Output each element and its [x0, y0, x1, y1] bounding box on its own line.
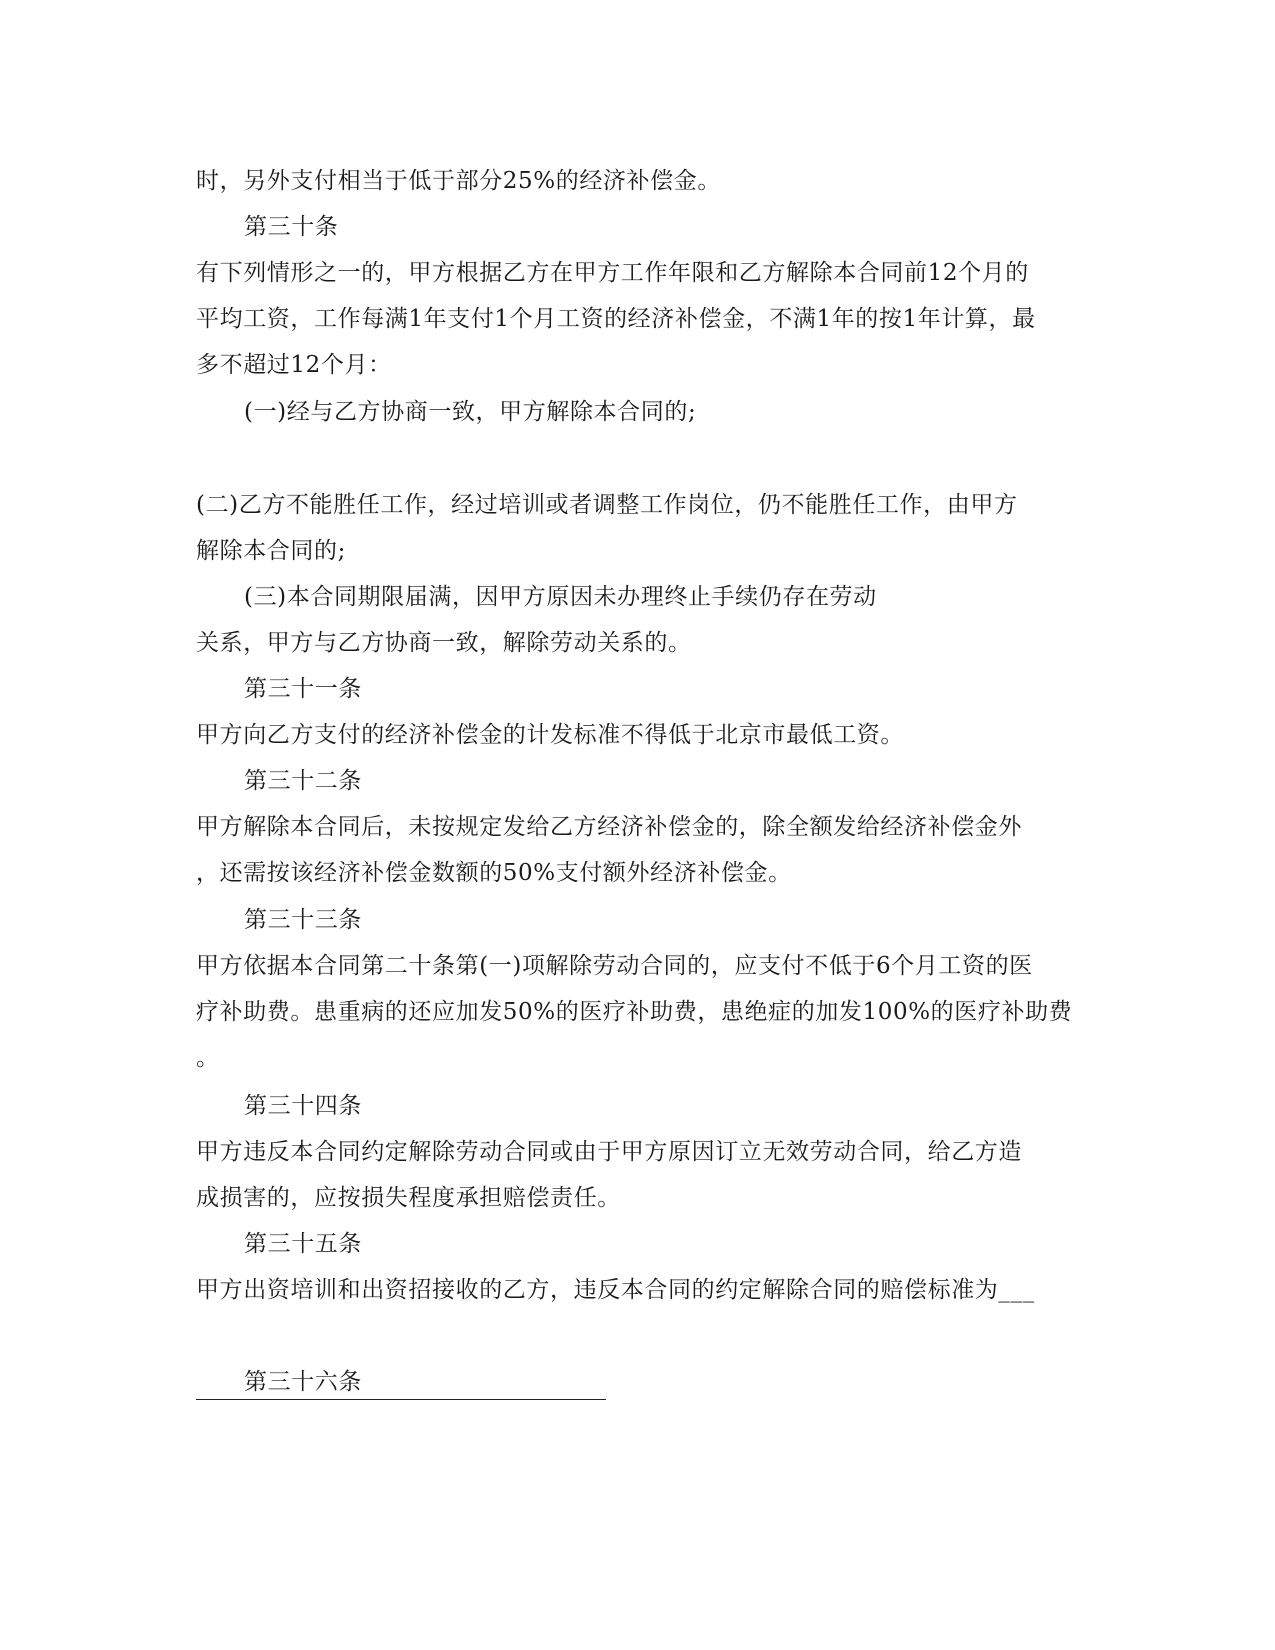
paragraph-line: 有下列情形之一的，甲方根据乙方在甲方工作年限和乙方解除本合同前12个月的 [196, 260, 1029, 286]
paragraph-line: 关系，甲方与乙方协商一致，解除劳动关系的。 [196, 630, 692, 656]
paragraph-line: 甲方向乙方支付的经济补偿金的计发标准不得低于北京市最低工资。 [196, 722, 904, 748]
paragraph-line: 平均工资，工作每满1年支付1个月工资的经济补偿金，不满1年的按1年计算，最 [196, 306, 1036, 332]
article-heading-36: 第三十六条 [244, 1369, 362, 1395]
paragraph-line: 甲方违反本合同约定解除劳动合同或由于甲方原因订立无效劳动合同，给乙方造 [196, 1139, 1022, 1165]
article-heading-33: 第三十三条 [244, 907, 362, 933]
paragraph-line: 成损害的，应按损失程度承担赔偿责任。 [196, 1185, 621, 1211]
paragraph-line: 甲方解除本合同后，未按规定发给乙方经济补偿金的，除全额发给经济补偿金外 [196, 814, 1022, 840]
article-heading-31: 第三十一条 [244, 676, 362, 702]
list-item-1: (一)经与乙方协商一致，甲方解除本合同的; [244, 399, 697, 425]
article-heading-30: 第三十条 [244, 214, 339, 240]
paragraph-line: 甲方依据本合同第二十条第(一)项解除劳动合同的，应支付不低于6个月工资的医 [196, 953, 1033, 979]
list-item-2: (二)乙方不能胜任工作，经过培训或者调整工作岗位，仍不能胜任工作，由甲方 [196, 492, 1018, 518]
article-heading-32: 第三十二条 [244, 768, 362, 794]
paragraph-line: 。 [196, 1045, 220, 1071]
article-heading-34: 第三十四条 [244, 1093, 362, 1119]
paragraph-line: 甲方出资培训和出资招接收的乙方，违反本合同的约定解除合同的赔偿标准为___ [196, 1277, 1035, 1303]
fill-in-blank-line [196, 1399, 606, 1400]
paragraph-line: 时，另外支付相当于低于部分25%的经济补偿金。 [196, 168, 721, 194]
paragraph-line: 解除本合同的; [196, 538, 346, 564]
list-item-3: (三)本合同期限届满，因甲方原因未办理终止手续仍存在劳动 [244, 584, 877, 610]
paragraph-line: ，还需按该经济补偿金数额的50%支付额外经济补偿金。 [196, 860, 792, 886]
paragraph-line: 多不超过12个月： [196, 352, 392, 378]
article-heading-35: 第三十五条 [244, 1231, 362, 1257]
paragraph-line: 疗补助费。患重病的还应加发50%的医疗补助费，患绝症的加发100%的医疗补助费 [196, 999, 1073, 1025]
